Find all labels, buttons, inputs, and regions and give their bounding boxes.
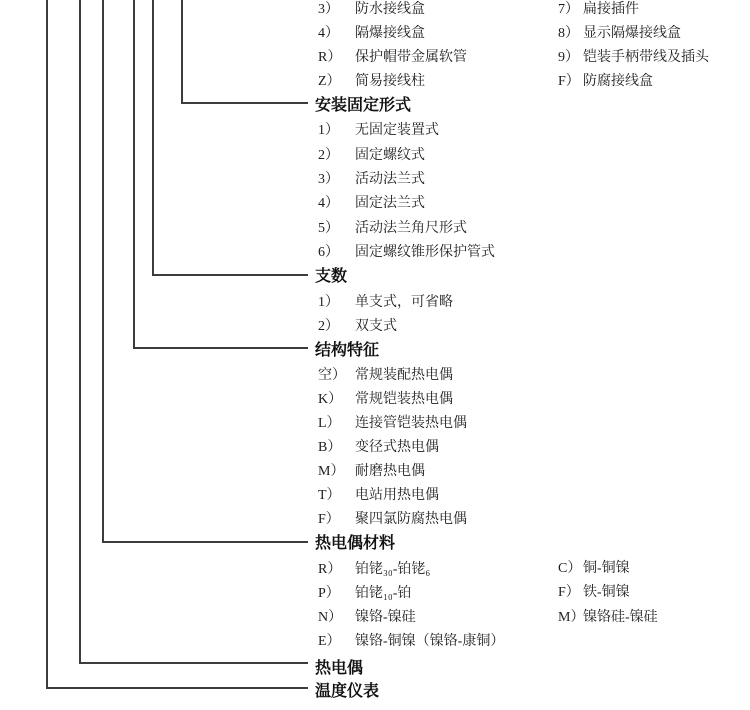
item-code: Z） <box>318 74 341 89</box>
item-code: 3） <box>318 172 339 187</box>
list-item <box>318 487 439 505</box>
item-code: 9） <box>558 50 579 65</box>
list-item <box>558 560 630 578</box>
item-code: R） <box>318 562 342 577</box>
section-title-install: 安装固定形式 <box>315 97 412 114</box>
list-item <box>318 195 425 213</box>
list-item <box>318 391 453 409</box>
item-label: 防腐接线盒 <box>583 74 653 89</box>
list-item <box>558 73 653 91</box>
tree-hline-instrument <box>46 687 308 689</box>
list-item <box>318 585 411 603</box>
item-code: 3） <box>318 2 339 17</box>
item-label: 电站用热电偶 <box>355 488 439 503</box>
item-code: 8） <box>558 26 579 41</box>
item-label: 隔爆接线盒 <box>355 26 425 41</box>
item-label: 铠装手柄带线及插头 <box>583 50 709 65</box>
section-title-structure: 结构特征 <box>315 342 380 359</box>
item-label: 固定螺纹锥形保护管式 <box>355 245 495 260</box>
list-item <box>558 584 630 602</box>
item-label: 防水接线盒 <box>355 2 425 17</box>
list-item <box>558 25 681 43</box>
item-code: T） <box>318 488 341 503</box>
list-item <box>558 1 639 19</box>
item-code: 4） <box>318 196 339 211</box>
item-code: 2） <box>318 319 339 334</box>
list-item <box>318 415 467 433</box>
item-code: K） <box>318 392 343 407</box>
list-item <box>318 147 425 165</box>
section-title-material: 热电偶材料 <box>315 535 396 552</box>
item-label: 扁接插件 <box>583 2 639 17</box>
section-title-thermocouple: 热电偶 <box>315 660 364 677</box>
item-code: P） <box>318 586 340 601</box>
item-label: 变径式热电偶 <box>355 440 439 455</box>
list-item <box>318 318 397 336</box>
list-item <box>318 49 467 67</box>
tree-hline-thermocouple <box>79 662 308 664</box>
item-label: 连接管铠装热电偶 <box>355 416 467 431</box>
tree-vline-thermocouple <box>79 0 81 664</box>
tree-vline-instrument <box>46 0 48 689</box>
item-code: 1） <box>318 295 339 310</box>
item-code: 空） <box>318 368 346 383</box>
item-label: 常规铠装热电偶 <box>355 392 453 407</box>
item-label: 聚四氯防腐热电偶 <box>355 512 467 527</box>
item-code: F） <box>558 585 580 600</box>
item-code: 6） <box>318 245 339 260</box>
tree-hline-structure <box>133 347 308 349</box>
tree-vline-material <box>102 0 104 543</box>
item-code: 4） <box>318 26 339 41</box>
section-title-instrument: 温度仪表 <box>315 683 380 700</box>
item-code: N） <box>318 610 343 625</box>
item-label: 单支式，可省略 <box>355 295 453 310</box>
item-label: 固定螺纹式 <box>355 148 425 163</box>
tree-vline-install <box>181 0 183 104</box>
item-label: 双支式 <box>355 319 397 334</box>
list-item <box>318 220 467 238</box>
item-code: F） <box>558 74 580 89</box>
item-label: 无固定装置式 <box>355 123 439 138</box>
list-item <box>318 171 425 189</box>
list-item <box>318 609 416 627</box>
item-code: B） <box>318 440 342 455</box>
item-code: M） <box>318 464 345 479</box>
list-item <box>318 25 425 43</box>
list-item <box>318 367 453 385</box>
item-label: 铁-铜镍 <box>583 585 630 600</box>
item-label: 铜-铜镍 <box>583 561 630 576</box>
item-label: 铂铑₃₀-铂铑₆ <box>355 562 431 577</box>
list-item <box>318 561 430 579</box>
tree-vline-count <box>152 0 154 276</box>
list-item <box>558 609 658 627</box>
list-item <box>318 463 425 481</box>
item-label: 固定法兰式 <box>355 196 425 211</box>
tree-vline-structure <box>133 0 135 349</box>
section-title-count: 支数 <box>315 268 348 285</box>
item-code: 7） <box>558 2 579 17</box>
item-code: R） <box>318 50 342 65</box>
item-code: C） <box>558 561 582 576</box>
item-label: 活动法兰式 <box>355 172 425 187</box>
item-label: 显示隔爆接线盒 <box>583 26 681 41</box>
list-item <box>318 244 495 262</box>
item-code: 2） <box>318 148 339 163</box>
item-code: E） <box>318 634 341 649</box>
item-label: 镍铬-铜镍（镍铬-康铜） <box>355 634 505 649</box>
item-code: 1） <box>318 123 339 138</box>
list-item <box>318 122 439 140</box>
item-label: 耐磨热电偶 <box>355 464 425 479</box>
tree-hline-material <box>102 541 308 543</box>
list-item <box>318 1 425 19</box>
item-label: 简易接线柱 <box>355 74 425 89</box>
item-label: 镍铬-镍硅 <box>355 610 416 625</box>
item-label: 活动法兰角尺形式 <box>355 221 467 236</box>
list-item <box>558 49 709 67</box>
tree-hline-count <box>152 274 308 276</box>
item-label: 镍铬硅-镍硅 <box>583 610 658 625</box>
item-label: 常规装配热电偶 <box>355 368 453 383</box>
list-item <box>318 511 467 529</box>
item-code: M） <box>558 610 585 625</box>
item-code: 5） <box>318 221 339 236</box>
item-label: 保护帽带金属软管 <box>355 50 467 65</box>
item-code: F） <box>318 512 340 527</box>
list-item <box>318 294 453 312</box>
list-item <box>318 633 504 651</box>
tree-hline-install <box>181 102 308 104</box>
list-item <box>318 73 425 91</box>
item-label: 铂铑₁₀-铂 <box>355 586 412 601</box>
item-code: L） <box>318 416 341 431</box>
list-item <box>318 439 439 457</box>
